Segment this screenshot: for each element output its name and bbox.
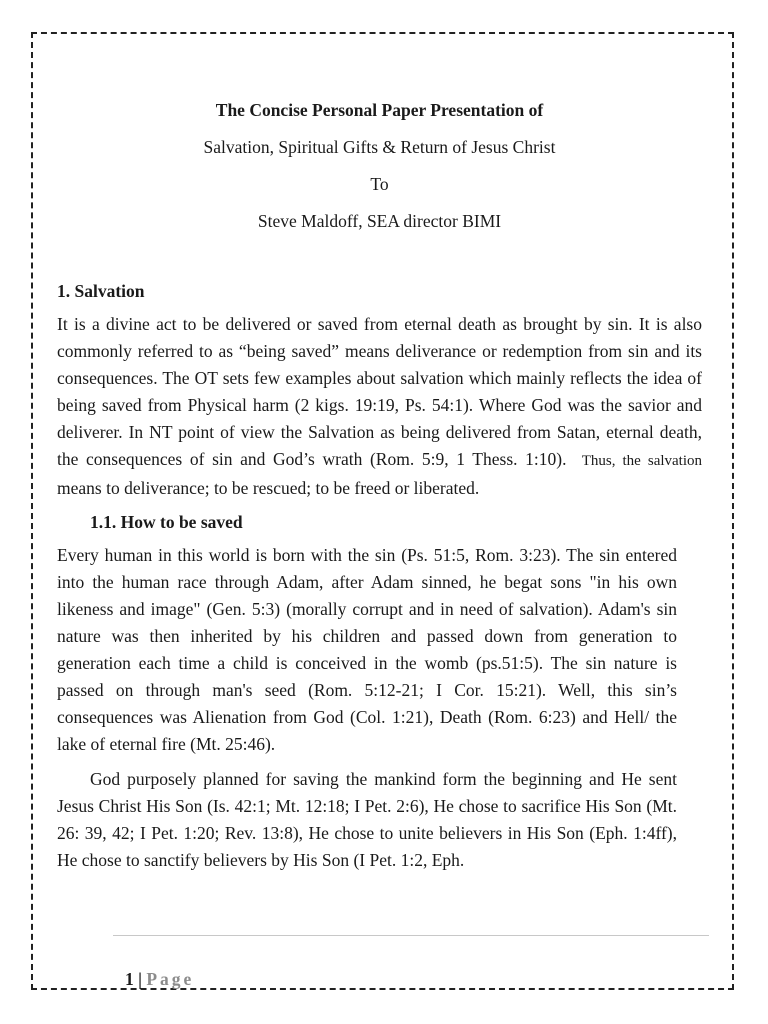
footer-divider — [113, 935, 709, 936]
footer-separator: | — [133, 969, 147, 989]
paragraph-how-to-be-saved-1: Every human in this world is born with the sin (Ps. 51:5, Rom. 3:23). The sin entered into the human race through Adam, after Adam sinned, he begat sons "in his own likeness and image" (Gen. 5:3) (morally corrupt and in need of salvation). Adam's sin nature was then inherited by his children and passed down from generation to generation each time a child is conceived in the womb (ps.51:5). The sin nature is passed on through man's seed (Rom. 5:12-21; I Cor. 15:21). Well, this sin’s consequences was Alienation from God (Col. 1:21), Death (Rom. 6:23) and Hell/ the lake of eternal fire (Mt. 25:46). — [57, 545, 677, 754]
subsection-heading-how-to-be-saved: 1.1. How to be saved — [90, 512, 243, 532]
page-footer — [125, 969, 194, 990]
recipient-line: Steve Maldoff, SEA director BIMI — [257, 211, 502, 231]
title-block — [57, 92, 702, 240]
page-content — [57, 92, 702, 874]
page-number: 1 — [125, 969, 134, 989]
page-label: Page — [146, 969, 195, 989]
to-line: To — [370, 174, 389, 194]
paragraph-salvation-text: It is a divine act to be delivered or saved from eternal death as brought by sin. It is also commonly referred to as “being saved” means deliverance or redemption from sin and its consequences. The OT sets few examples about salvation which mainly reflects the idea of being saved from Physical harm (2 kigs. 19:19, Ps. 54:1). Where God was the savior and deliverer. In NT point of view the Salvation as being delivered from Satan, eternal death, the consequences of sin and God’s wrath (Rom. 5:9, 1 Thess. 1:10). — [57, 314, 702, 469]
document-subtitle: Salvation, Spiritual Gifts & Return of Jesus Christ — [203, 137, 556, 157]
document-title: The Concise Personal Paper Presentation of — [215, 100, 544, 120]
paragraph-salvation-end: means to deliverance; to be rescued; to be freed or liberated. — [57, 478, 480, 498]
paragraph-salvation — [57, 311, 702, 502]
paragraph-how-to-be-saved-2: God purposely planned for saving the mankind form the beginning and He sent Jesus Christ His Son (Is. 42:1; Mt. 12:18; I Pet. 2:6), He chose to sacrifice His Son (Mt. 26: 39, 42; I Pet. 1:20; Rev. 13:8), He chose to unite believers in His Son (Eph. 1:4ff), He chose to sanctify believers by His Son (I Pet. 1:2, Eph. — [57, 769, 677, 870]
document-page — [31, 32, 734, 990]
paragraph-salvation-small-text: Thus, the salvation — [581, 453, 703, 469]
section-heading-salvation: 1. Salvation — [57, 281, 145, 301]
